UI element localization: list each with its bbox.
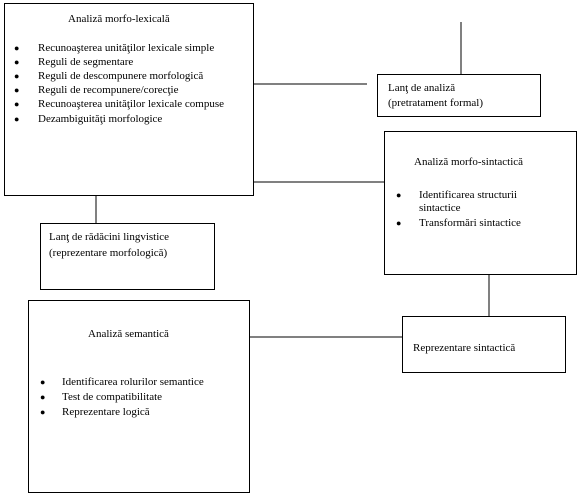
bullet-icon: ● bbox=[14, 43, 20, 53]
bullet-icon: ● bbox=[14, 99, 20, 109]
box-label-line1: Lanţ de analiză bbox=[388, 82, 456, 94]
box-label: Reprezentare sintactică bbox=[413, 342, 516, 354]
box-label-line1: Lanţ de rădăcini lingvistice bbox=[49, 231, 170, 243]
bullet-icon: ● bbox=[40, 407, 46, 417]
item-list bbox=[40, 376, 245, 419]
list-item: ● Recunoaşterea unităţilor lexicale simple bbox=[14, 42, 215, 54]
list-item: ● Identificarea structurii sintactice bbox=[396, 189, 518, 214]
list-item: ● Identificarea rolurilor semantice bbox=[40, 376, 204, 388]
list-item: ● Recunoaşterea unităţilor lexicale compuse bbox=[14, 98, 225, 110]
list-item: ● Test de compatibilitate bbox=[40, 391, 163, 403]
list-item: ● Reguli de segmentare bbox=[14, 56, 134, 68]
box-label-line2: (pretratament formal) bbox=[388, 97, 483, 109]
bullet-icon: ● bbox=[14, 71, 20, 81]
bullet-icon: ● bbox=[14, 85, 20, 95]
bullet-icon: ● bbox=[396, 190, 402, 200]
list-item: ● Transformări sintactice bbox=[396, 217, 521, 229]
box-reprezentare-sintactica bbox=[402, 316, 566, 373]
box-title: Analiză morfo-sintactică bbox=[414, 156, 524, 168]
bullet-icon: ● bbox=[396, 218, 402, 228]
list-item: ● Reprezentare logică bbox=[40, 406, 150, 418]
list-item: ● Reguli de descompunere morfologică bbox=[14, 70, 204, 82]
list-item: ● Dezambiguităţi morfologice bbox=[14, 113, 163, 125]
bullet-icon: ● bbox=[40, 377, 46, 387]
bullet-icon: ● bbox=[14, 114, 20, 124]
bullet-icon: ● bbox=[14, 57, 20, 67]
box-title: Analiză semantică bbox=[88, 328, 169, 340]
list-item: ● Reguli de recompunere/corecţie bbox=[14, 84, 179, 96]
box-title: Analiză morfo-lexicală bbox=[68, 13, 170, 25]
box-lant-de-analiza bbox=[377, 74, 541, 117]
item-list bbox=[396, 189, 574, 230]
bullet-icon: ● bbox=[40, 392, 46, 402]
box-analiza-morfo-lexicala bbox=[4, 3, 254, 196]
box-lant-de-radacini bbox=[40, 223, 215, 290]
item-list bbox=[14, 42, 250, 126]
box-analiza-morfo-sintactica bbox=[384, 131, 577, 275]
box-analiza-semantica bbox=[28, 300, 250, 493]
box-label-line2: (reprezentare morfologică) bbox=[49, 247, 168, 259]
